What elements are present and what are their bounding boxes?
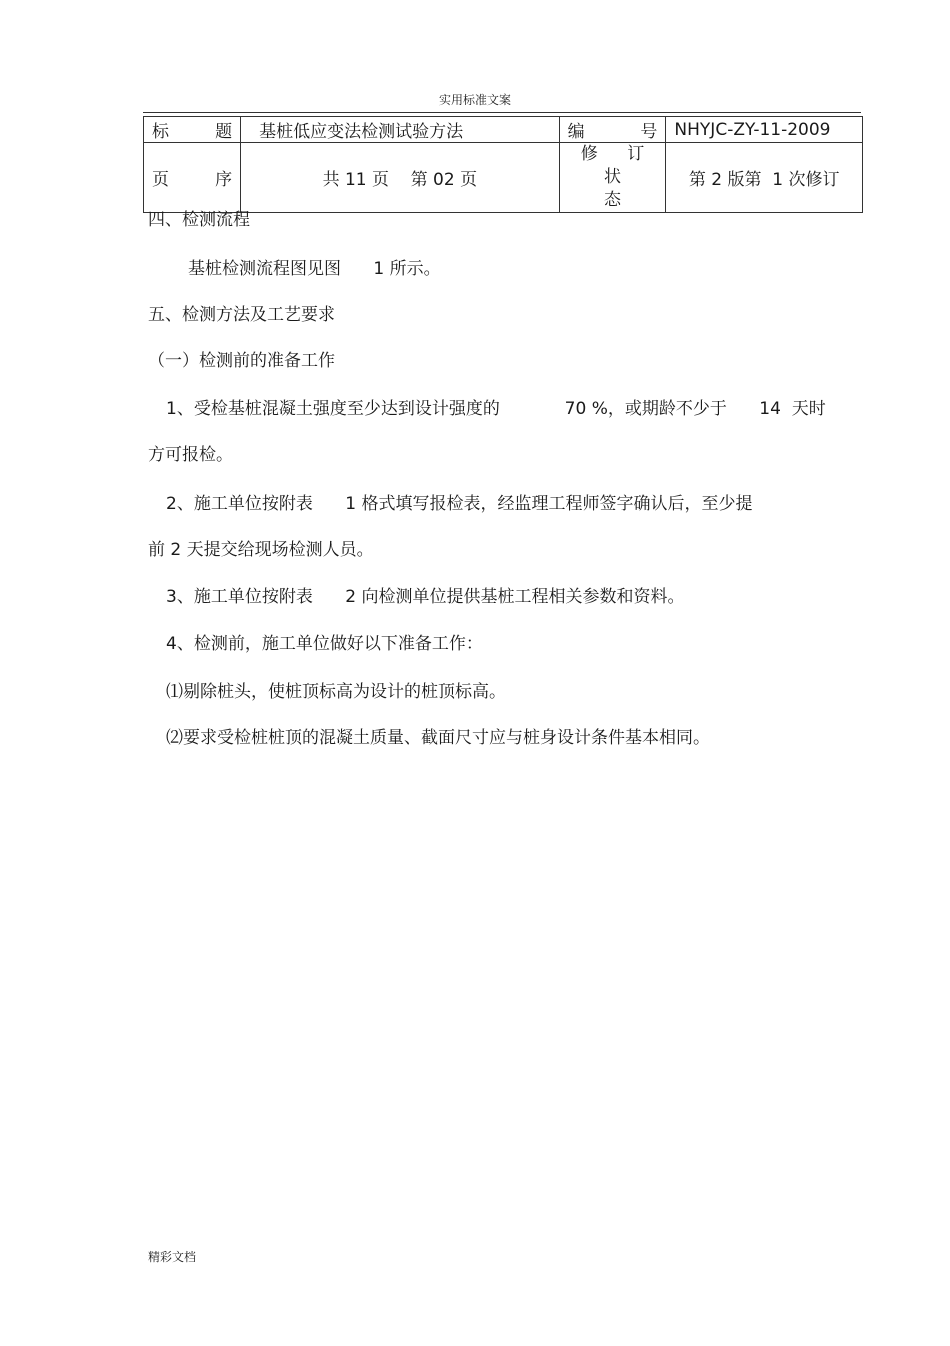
code-value: NHYJC-ZY-11-2009 <box>666 117 863 143</box>
sub1-heading: （一）检测前的准备工作 <box>148 351 335 371</box>
item3: 3、施工单位按附表 2 向检测单位提供基桩工程相关参数和资料。 <box>166 587 685 607</box>
status-label-cell: 修 订 状 态 <box>559 143 666 213</box>
code-label-cell: 编 号 <box>559 117 666 143</box>
item2-line1: 2、施工单位按附表 1 格式填写报检表，经监理工程师签字确认后，至少提 <box>166 494 753 514</box>
section4-heading: 四、检测流程 <box>148 210 250 230</box>
section5-heading: 五、检测方法及工艺要求 <box>148 305 335 325</box>
page-footer: 精彩文档 <box>148 1250 197 1264</box>
item4: 4、检测前，施工单位做好以下准备工作： <box>166 634 483 654</box>
header-rule <box>143 112 861 113</box>
page-value: 共 11 页 第 02 页 <box>241 143 560 213</box>
page-label-cell: 页 序 <box>144 143 241 213</box>
sub-item1: ⑴剔除桩头，使桩顶标高为设计的桩顶标高。 <box>166 682 506 702</box>
status-value: 第 2 版第 1 次修订 <box>666 143 863 213</box>
section4-text: 基桩检测流程图见图 1 所示。 <box>188 259 441 279</box>
sub-item2: ⑵要求受检桩桩顶的混凝土质量、截面尺寸应与桩身设计条件基本相同。 <box>166 728 710 748</box>
item2-line2: 前 2 天提交给现场检测人员。 <box>148 540 374 560</box>
item1-line1: 1、受检基桩混凝土强度至少达到设计强度的 70 %，或期龄不少于 14 天时 <box>166 399 826 419</box>
document-meta-table <box>143 116 863 213</box>
item1-line2: 方可报检。 <box>148 445 233 465</box>
title-value: 基桩低应变法检测试验方法 <box>241 117 560 143</box>
title-label-cell: 标 题 <box>144 117 241 143</box>
page-header: 实用标准文案 <box>438 93 511 107</box>
